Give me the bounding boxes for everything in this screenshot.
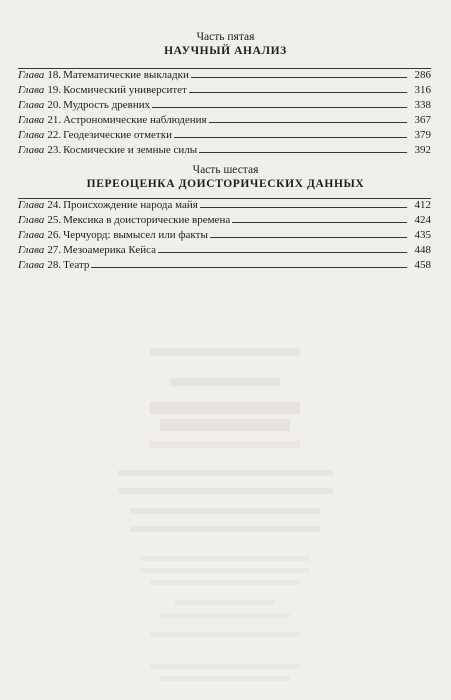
part-five-header bbox=[0, 30, 451, 58]
page-number: 435 bbox=[414, 229, 431, 241]
leader-line bbox=[152, 107, 407, 108]
chapter-title: Астрономические наблюдения bbox=[63, 114, 207, 126]
leader-line bbox=[209, 122, 407, 123]
chapter-prefix: Глава bbox=[18, 199, 45, 211]
chapter-title: Мудрость древних bbox=[63, 99, 151, 111]
chapter-number: 26. bbox=[47, 229, 62, 241]
toc-entry[interactable] bbox=[18, 98, 431, 113]
page-number: 379 bbox=[414, 129, 431, 141]
leader-line bbox=[191, 77, 407, 78]
toc-part-five bbox=[18, 68, 431, 158]
chapter-number: 19. bbox=[47, 84, 62, 96]
page-number: 424 bbox=[414, 214, 431, 226]
page-number: 316 bbox=[414, 84, 431, 96]
toc-entry[interactable] bbox=[18, 258, 431, 273]
chapter-prefix: Глава bbox=[18, 244, 45, 256]
toc-entry[interactable] bbox=[18, 228, 431, 243]
chapter-title: Математические выкладки bbox=[63, 69, 189, 81]
chapter-number: 27. bbox=[47, 244, 62, 256]
page-number: 367 bbox=[414, 114, 431, 126]
leader-line bbox=[199, 152, 407, 153]
chapter-title: Мексика в доисторические времена bbox=[63, 214, 231, 226]
leader-line bbox=[210, 237, 407, 238]
chapter-number: 28. bbox=[47, 259, 62, 271]
toc-entry[interactable] bbox=[18, 198, 431, 213]
chapter-prefix: Глава bbox=[18, 69, 45, 81]
chapter-title: Черчуорд: вымысел или факты bbox=[63, 229, 208, 241]
toc-part-six bbox=[18, 198, 431, 273]
chapter-number: 21. bbox=[47, 114, 62, 126]
toc-entry[interactable] bbox=[18, 83, 431, 98]
chapter-prefix: Глава bbox=[18, 229, 45, 241]
chapter-title: Театр bbox=[63, 259, 90, 271]
part-six-header bbox=[0, 163, 451, 191]
chapter-title: Происхождение народа майя bbox=[63, 199, 198, 211]
toc-entry[interactable] bbox=[18, 243, 431, 258]
toc-entry[interactable] bbox=[18, 128, 431, 143]
chapter-title: Геодезические отметки bbox=[63, 129, 172, 141]
chapter-number: 20. bbox=[47, 99, 62, 111]
page-number: 448 bbox=[414, 244, 431, 256]
chapter-number: 23. bbox=[47, 144, 62, 156]
toc-entry[interactable] bbox=[18, 213, 431, 228]
part-title: ПЕРЕОЦЕНКА ДОИСТОРИЧЕСКИХ ДАННЫХ bbox=[86, 178, 365, 190]
chapter-prefix: Глава bbox=[18, 129, 45, 141]
leader-line bbox=[174, 137, 407, 138]
chapter-prefix: Глава bbox=[18, 114, 45, 126]
page-number: 286 bbox=[414, 69, 431, 81]
leader-line bbox=[158, 252, 407, 253]
leader-line bbox=[232, 222, 407, 223]
toc-entry[interactable] bbox=[18, 68, 431, 83]
page-number: 412 bbox=[414, 199, 431, 211]
chapter-title: Космические и земные силы bbox=[63, 144, 198, 156]
page-number: 338 bbox=[414, 99, 431, 111]
toc-entry[interactable] bbox=[18, 113, 431, 128]
chapter-number: 25. bbox=[47, 214, 62, 226]
leader-line bbox=[189, 92, 407, 93]
chapter-prefix: Глава bbox=[18, 259, 45, 271]
chapter-number: 24. bbox=[47, 199, 62, 211]
part-label: Часть шестая bbox=[192, 164, 259, 176]
chapter-prefix: Глава bbox=[18, 214, 45, 226]
leader-line bbox=[200, 207, 407, 208]
chapter-title: Мезоамерика Кейса bbox=[63, 244, 157, 256]
chapter-number: 18. bbox=[47, 69, 62, 81]
page-number: 458 bbox=[414, 259, 431, 271]
leader-line bbox=[91, 267, 407, 268]
chapter-title: Космический университет bbox=[63, 84, 187, 96]
part-title: НАУЧНЫЙ АНАЛИЗ bbox=[164, 45, 287, 57]
chapter-prefix: Глава bbox=[18, 99, 45, 111]
page-number: 392 bbox=[414, 144, 431, 156]
chapter-number: 22. bbox=[47, 129, 62, 141]
chapter-prefix: Глава bbox=[18, 144, 45, 156]
toc-entry[interactable] bbox=[18, 143, 431, 158]
part-label: Часть пятая bbox=[196, 31, 255, 43]
chapter-prefix: Глава bbox=[18, 84, 45, 96]
